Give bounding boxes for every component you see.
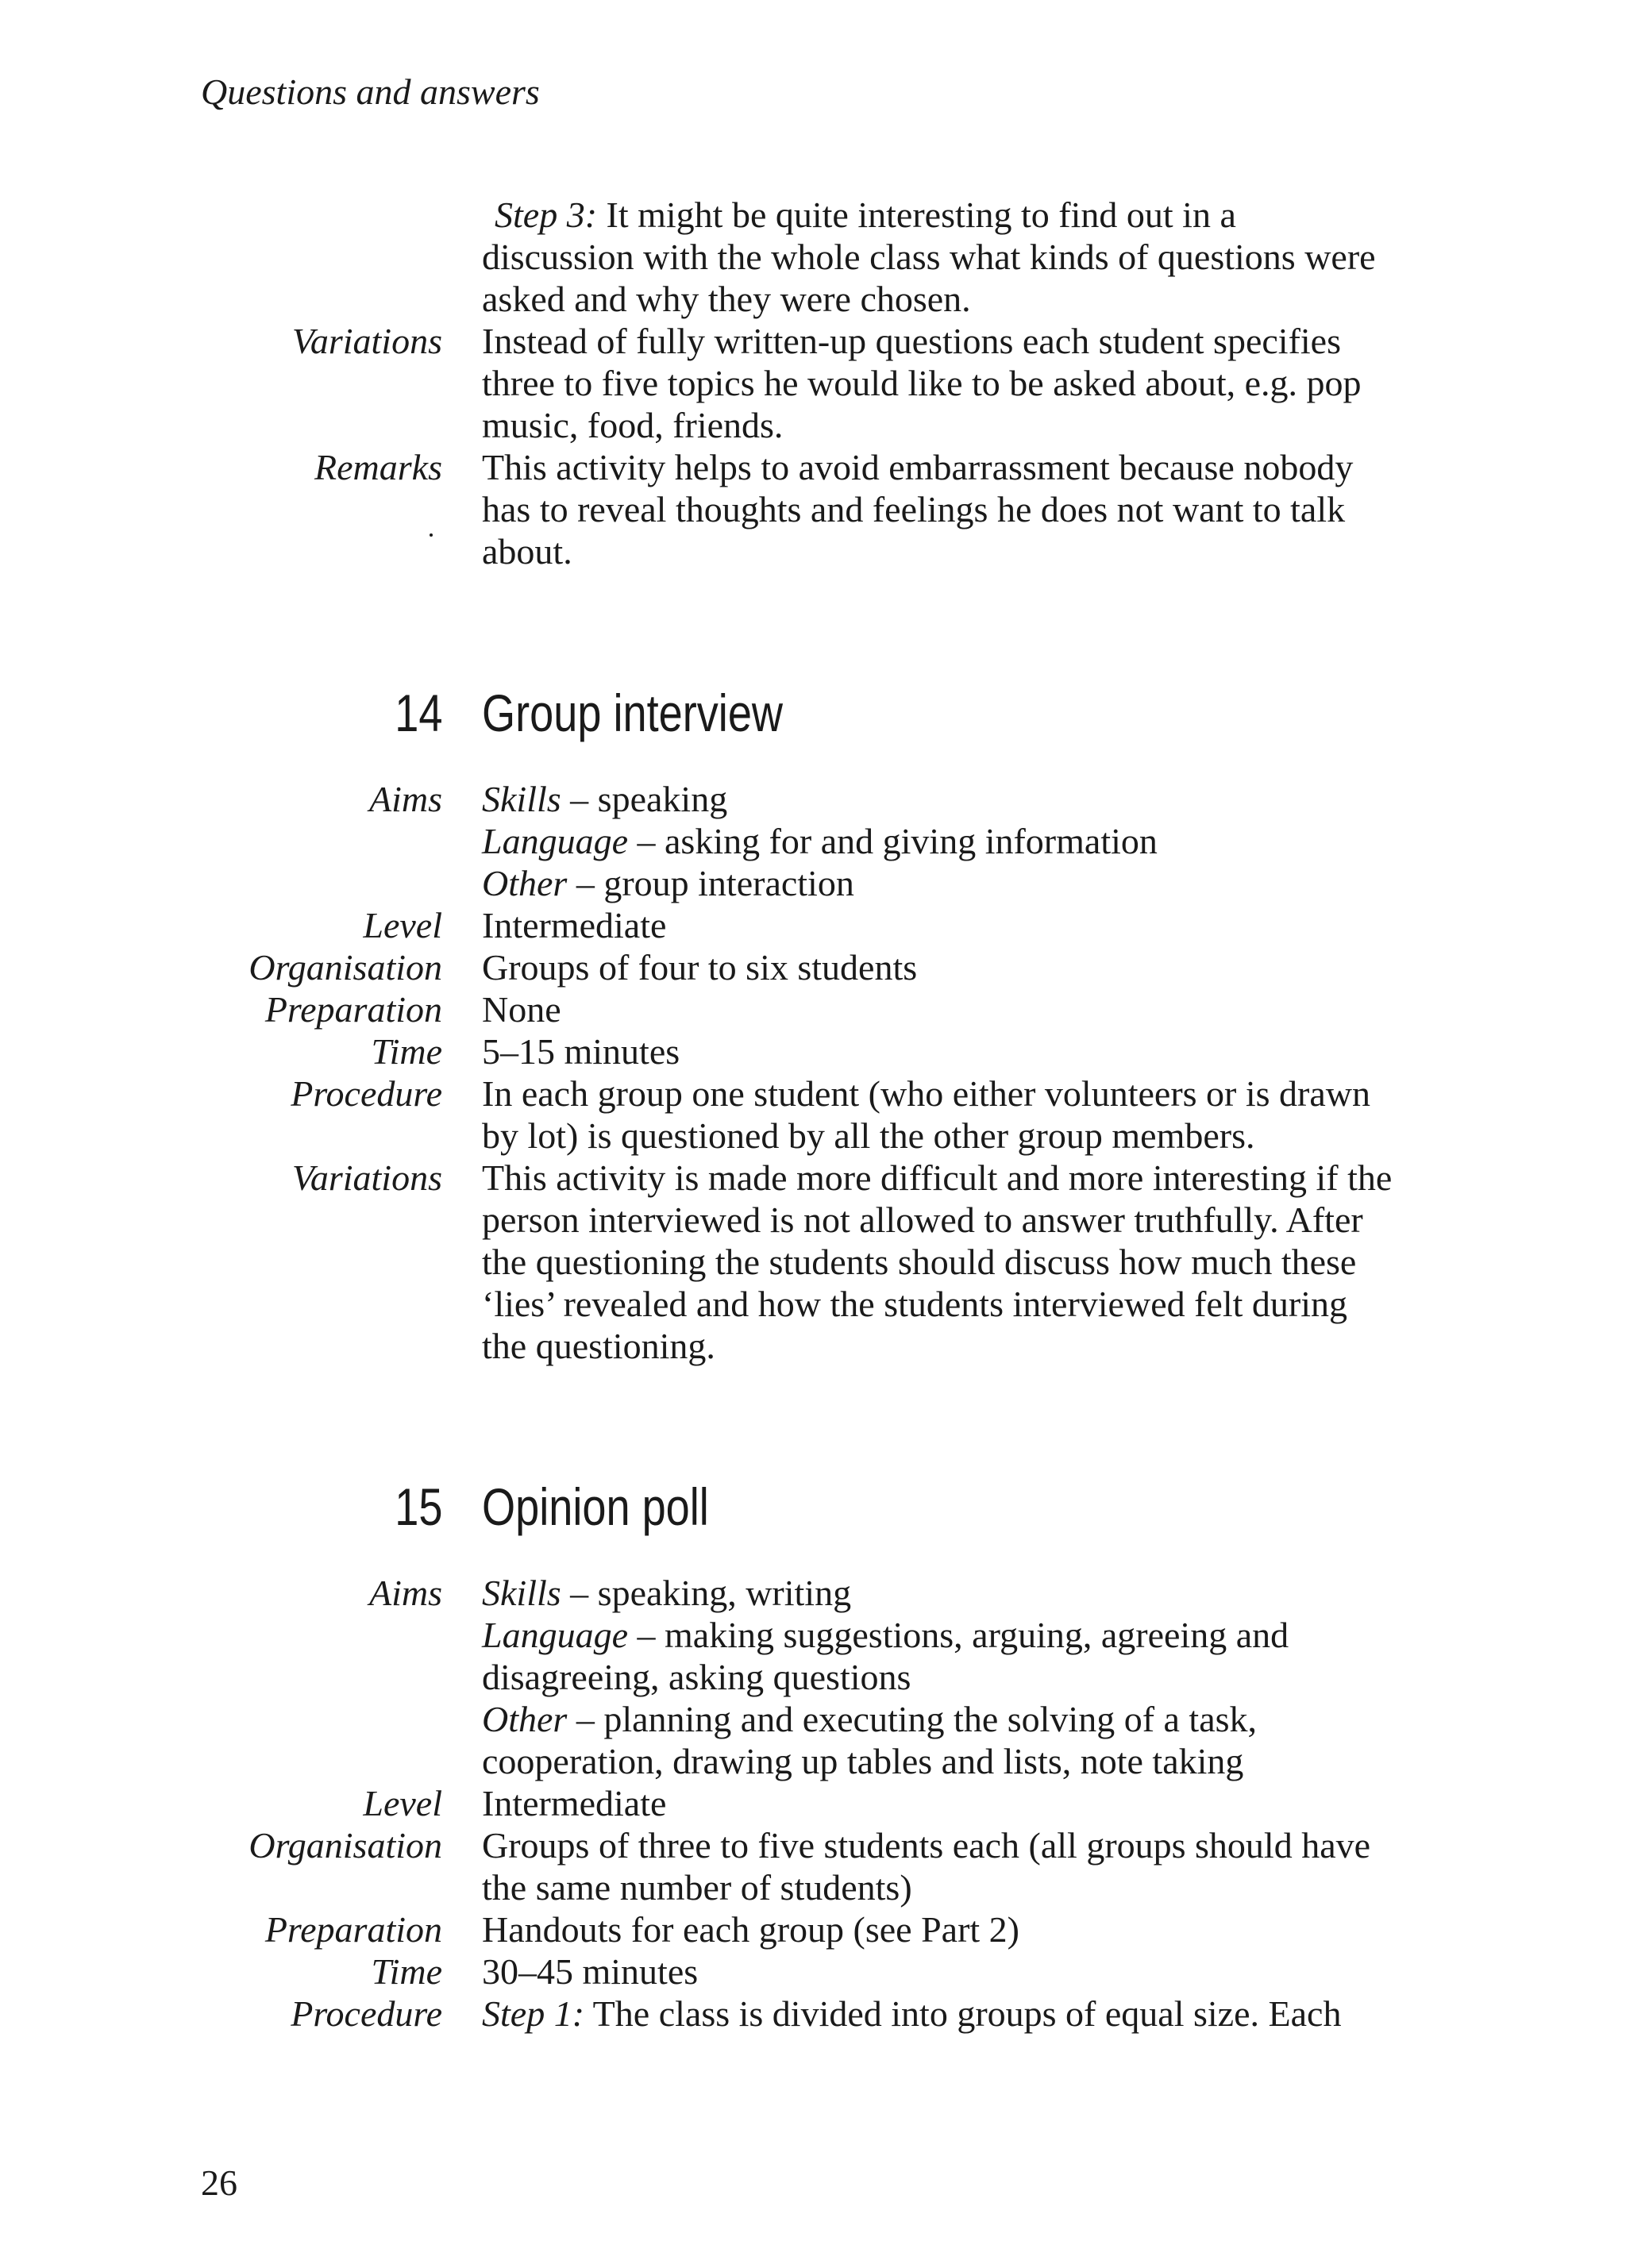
step3-line-1: It might be quite interesting to find out in a [597, 194, 1236, 235]
activity-15-title: Opinion poll [482, 1477, 709, 1536]
aims-language-label: Language [482, 821, 628, 861]
a14-variations-line-4: ‘lies’ revealed and how the students interviewed felt during [482, 1284, 1348, 1324]
activity-15-procedure [482, 1993, 1458, 2035]
a15-other-label: Other [482, 1699, 568, 1739]
stray-dot [430, 533, 433, 537]
activity-15-number: 15 [394, 1477, 442, 1536]
a15-language-text: – making suggestions, arguing, agreeing and [628, 1615, 1289, 1655]
variations-line-1: Instead of fully written-up questions each student specifies [482, 321, 1341, 361]
procedure-line-1: In each group one student (who either volunteers or is drawn [482, 1073, 1371, 1114]
aims-skills-label: Skills [482, 779, 561, 819]
activity-14-time-text: 5–15 minutes [482, 1031, 680, 1072]
activity-14-variations [482, 1157, 1458, 1367]
variations-paragraph [482, 320, 1458, 446]
a15-organisation-line-1: Groups of three to five students each (all groups should have [482, 1825, 1371, 1866]
step3-label: Step 3: [495, 194, 598, 235]
a15-organisation-line-2: the same number of students) [482, 1867, 912, 1908]
a15-step1-text: The class is divided into groups of equal size. Each [584, 1993, 1342, 2034]
activity-14-aims [482, 778, 1458, 904]
activity-15-time-text: 30–45 minutes [482, 1951, 699, 1992]
variations-line-2: three to five topics he would like to be asked about, e.g. pop [482, 363, 1362, 403]
activity-14-procedure-label: Procedure [291, 1073, 442, 1114]
remarks-line-3: about. [482, 531, 572, 572]
activity-15-aims-label: Aims [369, 1573, 442, 1613]
activity-14-preparation-text: None [482, 989, 561, 1030]
step3-line-3: asked and why they were chosen. [482, 279, 971, 319]
activity-15-organisation [482, 1824, 1458, 1908]
a15-language-label: Language [482, 1615, 628, 1655]
activity-15-procedure-label: Procedure [291, 1993, 442, 2034]
activity-15-level-text: Intermediate [482, 1783, 667, 1823]
page-number: 26 [201, 2162, 237, 2203]
activity-14-title: Group interview [482, 683, 784, 742]
a15-other-cont: cooperation, drawing up tables and lists, note taking [482, 1741, 1244, 1781]
running-head: Questions and answers [201, 71, 540, 112]
a14-variations-line-2: person interviewed is not allowed to answer truthfully. After [482, 1199, 1363, 1240]
variations-line-3: music, food, friends. [482, 405, 784, 445]
activity-15-time-label: Time [371, 1951, 442, 1992]
aims-skills-text: – speaking [561, 779, 728, 819]
remarks-paragraph [482, 446, 1458, 572]
procedure-line-2: by lot) is questioned by all the other group members. [482, 1115, 1255, 1156]
aims-language-text: – asking for and giving information [628, 821, 1158, 861]
activity-15-organisation-label: Organisation [249, 1825, 442, 1866]
a15-skills-text: – speaking, writing [561, 1573, 852, 1613]
activity-14-number: 14 [394, 683, 442, 742]
a15-language-cont: disagreeing, asking questions [482, 1657, 911, 1697]
activity-15-preparation-label: Preparation [264, 1909, 442, 1950]
remarks-line-1: This activity helps to avoid embarrassment because nobody [482, 447, 1354, 487]
a15-skills-label: Skills [482, 1573, 561, 1613]
activity-15-aims [482, 1572, 1458, 1782]
activity-14-time-label: Time [371, 1031, 442, 1072]
activity-14-level-text: Intermediate [482, 905, 667, 945]
aims-other-text: – group interaction [567, 863, 854, 903]
variations-label: Variations [291, 321, 442, 361]
a14-variations-line-5: the questioning. [482, 1326, 715, 1366]
a14-variations-line-1: This activity is made more difficult and more interesting if the [482, 1157, 1393, 1198]
activity-14-level-label: Level [363, 905, 442, 945]
activity-14-procedure [482, 1072, 1458, 1157]
a15-other-text: – planning and executing the solving of a task, [567, 1699, 1258, 1739]
step3-line-2: discussion with the whole class what kinds of questions were [482, 237, 1376, 277]
a15-step1-label: Step 1: [482, 1993, 585, 2034]
activity-14-variations-label: Variations [291, 1157, 442, 1198]
a14-variations-line-3: the questioning the students should discuss how much these [482, 1242, 1357, 1282]
activity-14-aims-label: Aims [369, 779, 442, 819]
activity-15-level-label: Level [363, 1783, 442, 1823]
aims-other-label: Other [482, 863, 568, 903]
activity-14-organisation-text: Groups of four to six students [482, 947, 918, 988]
activity-15-preparation-text: Handouts for each group (see Part 2) [482, 1909, 1019, 1950]
remarks-label: Remarks [314, 447, 442, 487]
activity-14-organisation-label: Organisation [249, 947, 442, 988]
step3-paragraph [482, 194, 1458, 320]
activity-14-preparation-label: Preparation [264, 989, 442, 1030]
remarks-line-2: has to reveal thoughts and feelings he does not want to talk [482, 489, 1346, 529]
